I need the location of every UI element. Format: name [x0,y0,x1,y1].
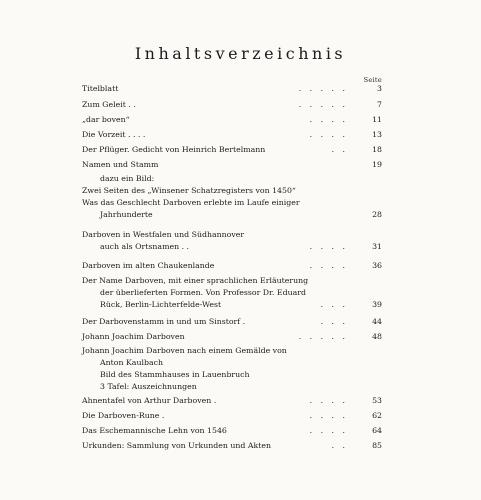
toc-entry [82,84,382,94]
toc-entry-text: Rück, Berlin-Lichterfelde-West [100,300,222,309]
toc-entry-text: Titelblatt [82,84,119,93]
toc-entry-text: Der Name Darboven, mit einer sprachlichen Erläuterung [82,276,309,285]
leader-dots: . . . . [309,411,348,420]
leader-dots: . . . . . [298,332,348,341]
toc-entry-text: Was das Geschlecht Darboven erlebte im Laufe einiger [82,198,300,207]
toc-page-number: 18 [372,145,382,154]
toc-entry-text: Anton Kaulbach [100,358,163,367]
toc-entry [82,130,382,140]
toc-page-number: 19 [372,160,382,169]
toc-page-number: 44 [372,317,382,326]
toc-page-number: 64 [372,426,382,435]
toc-entry-text: Der Pflüger. Gedicht von Heinrich Bertelmann [82,145,266,154]
toc-entry-text: Zum Geleit . . [82,100,136,109]
leader-dots: . . . . [309,396,348,405]
toc-entry-text: Darboven im alten Chaukenlande [82,261,215,270]
toc-entry [82,100,382,110]
toc-page-number: 11 [372,115,382,124]
leader-dots: . . . . [309,115,348,124]
leader-dots: . . . . [309,130,348,139]
toc-entry [82,396,382,406]
leader-dots: . . . . [309,426,348,435]
toc-entry-text: Der Darbovenstamm in und um Sinstorf . [82,317,246,326]
toc-entry-text: „dar boven“ [82,115,130,124]
leader-dots: . . [331,441,348,450]
toc-entry-text: Das Eschemannische Lehn von 1546 [82,426,227,435]
toc-page-number: 53 [372,396,382,405]
toc-page-number: 3 [377,84,382,93]
toc-entry-text: Zwei Seiten des „Winsener Schatzregisters von 1450“ [82,186,296,195]
toc-entry-text: Jahrhunderte [100,210,153,219]
toc-page-number: 39 [372,300,382,309]
toc-entry [82,261,382,271]
toc-entry-text: Die Vorzeit . . . . [82,130,146,139]
toc-entry [82,276,382,310]
toc-entry-text: Ahnentafel von Arthur Darboven . [82,396,217,405]
toc-page-number: 13 [372,130,382,139]
toc-entry-text: Urkunden: Sammlung von Urkunden und Akten [82,441,271,450]
toc-entry [82,426,382,436]
leader-dots: . . . . [309,261,348,270]
toc-entry [82,174,400,184]
toc-entry-text: Die Darboven-Rune . [82,411,165,420]
toc-entry-text: auch als Ortsnamen . . [100,242,190,251]
toc-page-number: 36 [372,261,382,270]
leader-dots: . . . [320,317,348,326]
toc-entry-text: der überlieferten Formen. Von Professor Dr. Eduard [100,288,306,297]
leader-dots: . . . [320,300,348,309]
toc-entry-text: dazu ein Bild: [100,174,155,183]
toc-entry-text: 3 Tafel: Auszeichnungen [100,382,197,391]
toc-entry [82,346,382,392]
toc-entry [82,441,382,451]
toc-entry-text: Namen und Stamm [82,160,159,169]
toc-entry [82,411,382,421]
toc-entry [82,332,382,342]
leader-dots: . . . . [309,242,348,251]
toc-page-number: 85 [372,441,382,450]
toc-entry [82,230,382,252]
toc-entry-text: Bild des Stammhauses in Lauenbruch [100,370,250,379]
toc-entry [82,317,382,327]
page-column-label: Seite [363,76,382,84]
toc-entry [82,186,382,196]
toc-entry-text: Darboven in Westfalen und Südhannover [82,230,245,239]
toc-entry-text: Johann Joachim Darboven [82,332,185,341]
leader-dots: . . . . . [298,100,348,109]
toc-page-number: 7 [377,100,382,109]
toc-entry [82,160,382,170]
toc-page-number: 28 [372,210,382,219]
toc-page-number: 62 [372,411,382,420]
toc-entry [82,145,382,155]
leader-dots: . . . . . [298,84,348,93]
page-title: Inhaltsverzeichnis [134,44,347,63]
toc-entry [82,115,382,125]
toc-page-number: 31 [372,242,382,251]
toc-entry [82,198,382,220]
leader-dots: . . [331,145,348,154]
toc-page-number: 48 [372,332,382,341]
toc-entry-text: Johann Joachim Darboven nach einem Gemälde von [82,346,287,355]
